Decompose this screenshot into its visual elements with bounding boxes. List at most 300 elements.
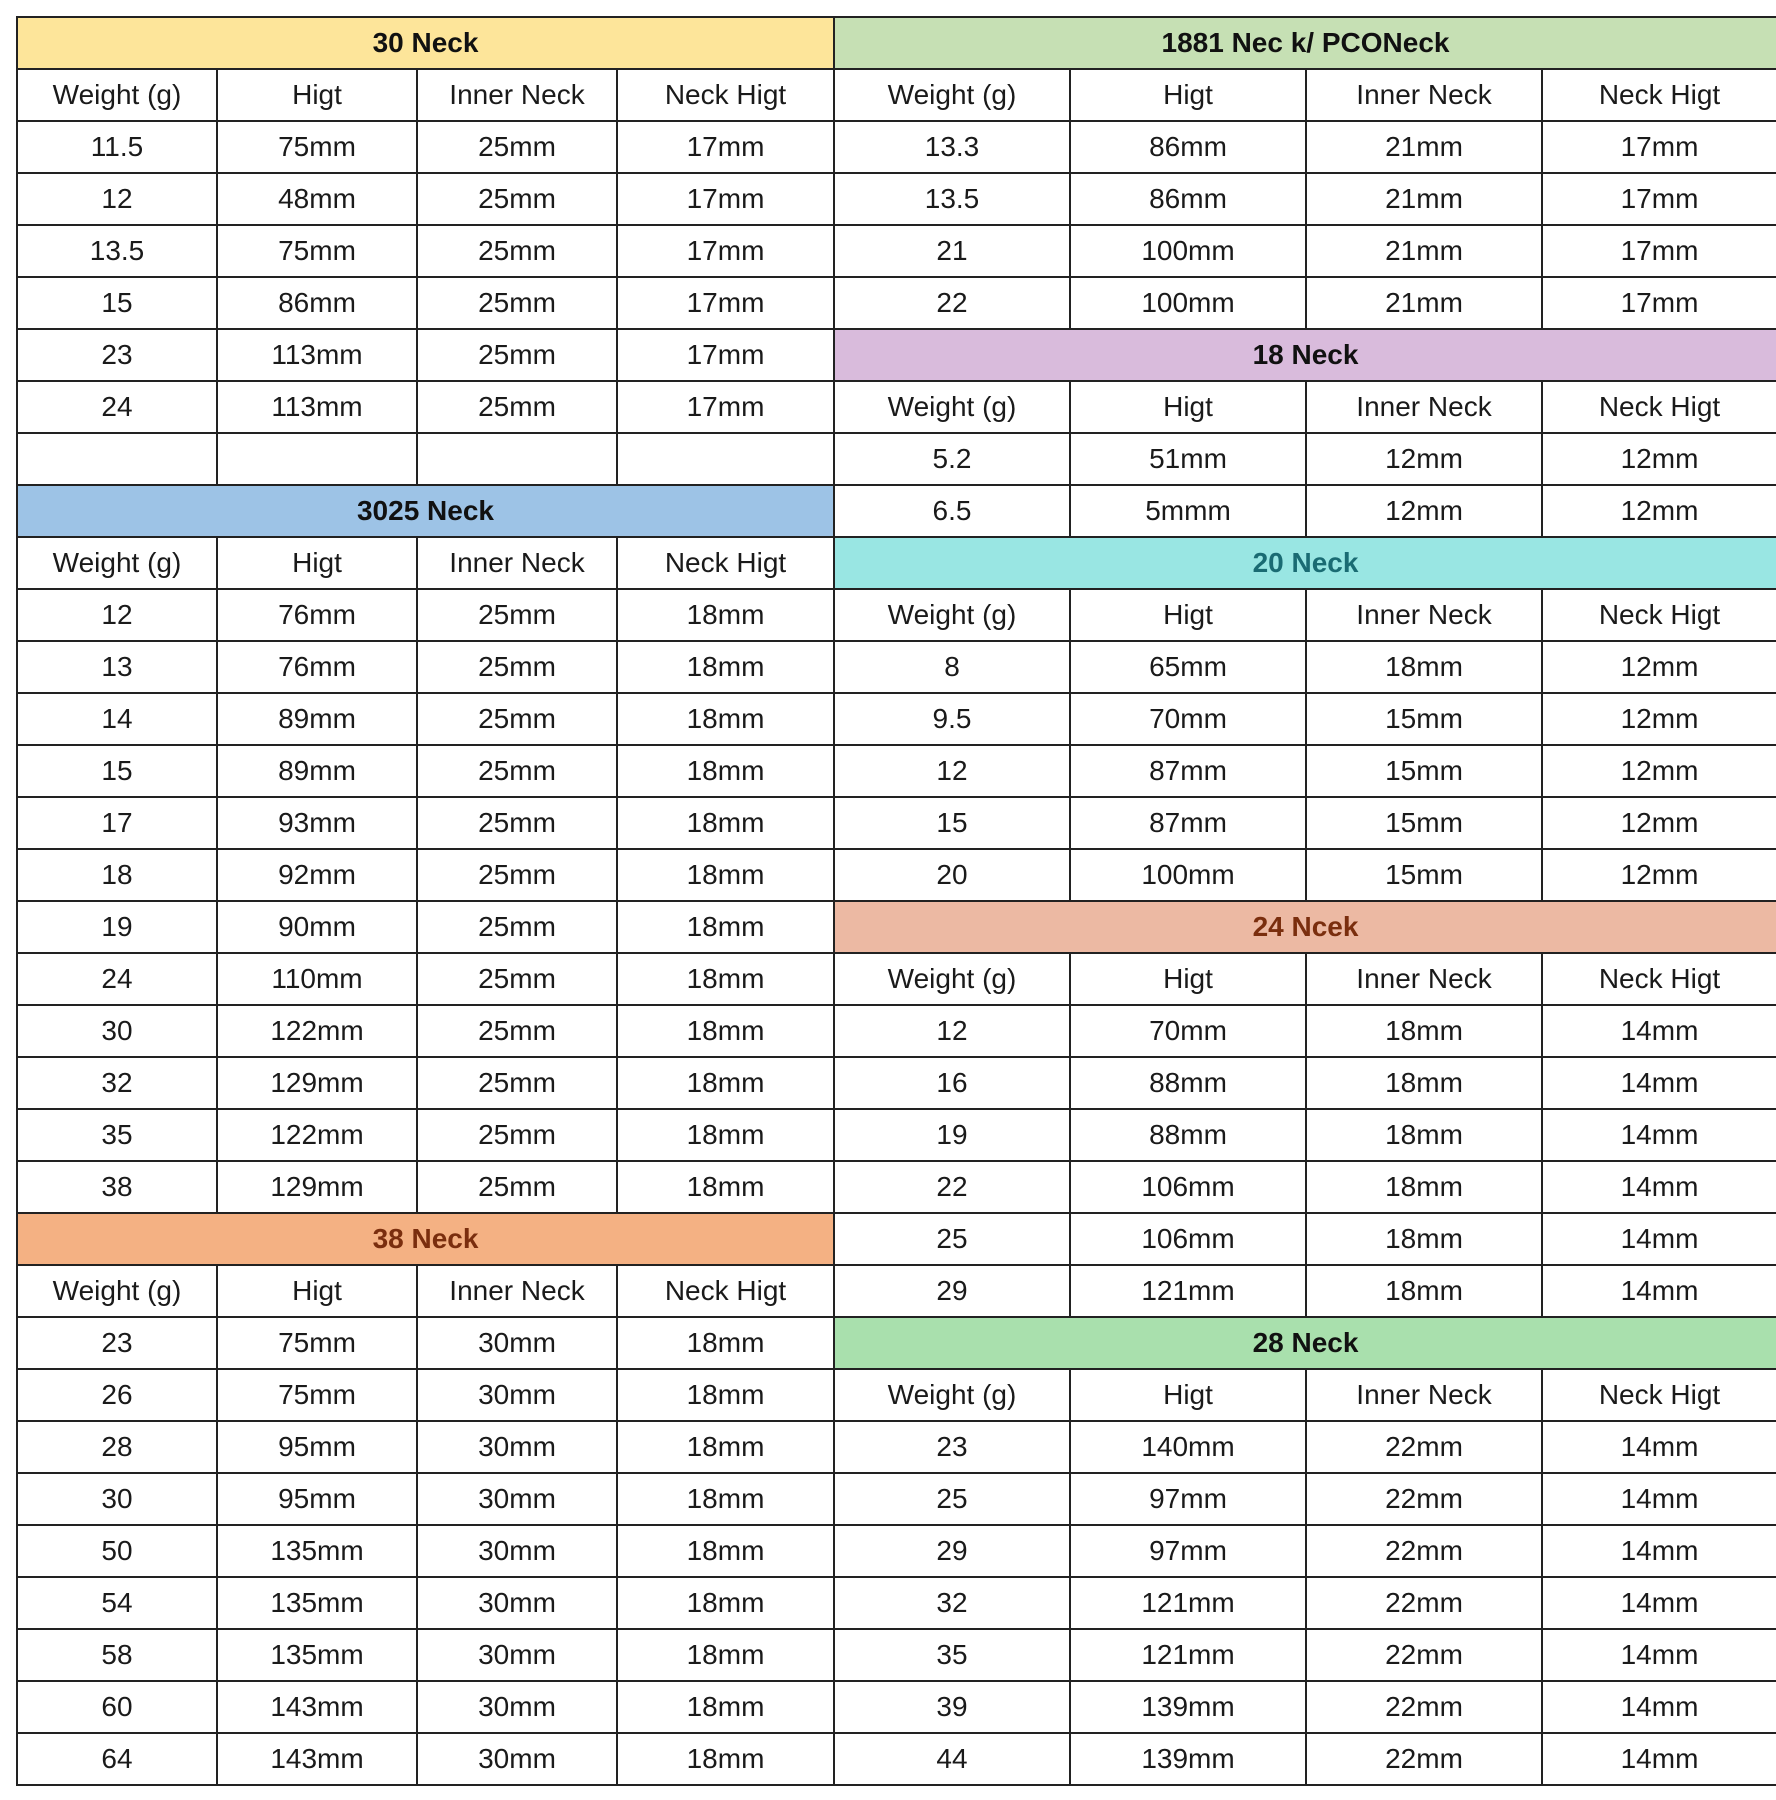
table-cell: 25mm <box>416 1004 616 1056</box>
table-row <box>833 1004 1776 1056</box>
table-cell: 30mm <box>416 1576 616 1628</box>
table-cell: 25mm <box>416 900 616 952</box>
section-title-28-neck: 28 Neck <box>833 1316 1776 1368</box>
column-header: Inner Neck <box>1305 588 1541 640</box>
table-cell: 22mm <box>1305 1576 1541 1628</box>
table-row <box>833 692 1776 744</box>
table-cell: 100mm <box>1069 276 1305 328</box>
table-cell: 44 <box>833 1732 1069 1784</box>
table-row <box>16 744 833 796</box>
table-cell: 129mm <box>216 1056 416 1108</box>
column-header: Neck Higt <box>1541 952 1776 1004</box>
table-cell: 12 <box>16 172 216 224</box>
table-cell: 106mm <box>1069 1160 1305 1212</box>
table-cell: 15mm <box>1305 796 1541 848</box>
table-cell: 100mm <box>1069 224 1305 276</box>
table-cell: 88mm <box>1069 1056 1305 1108</box>
table-cell: 17mm <box>616 328 833 380</box>
table-cell: 18mm <box>616 588 833 640</box>
column-header: Weight (g) <box>833 588 1069 640</box>
left-panel <box>16 16 833 1786</box>
table-cell <box>416 432 616 484</box>
table-cell: 22mm <box>1305 1524 1541 1576</box>
table-cell: 121mm <box>1069 1264 1305 1316</box>
header-row-28-neck <box>833 1368 1776 1420</box>
table-cell: 18mm <box>616 796 833 848</box>
table-cell: 12mm <box>1541 744 1776 796</box>
column-header: Neck Higt <box>616 1264 833 1316</box>
table-row <box>16 1680 833 1732</box>
table-cell: 12mm <box>1541 848 1776 900</box>
table-cell: 17mm <box>1541 224 1776 276</box>
table-cell: 60 <box>16 1680 216 1732</box>
table-cell: 14mm <box>1541 1576 1776 1628</box>
table-cell: 95mm <box>216 1472 416 1524</box>
table-cell: 18mm <box>616 1368 833 1420</box>
table-cell: 15mm <box>1305 744 1541 796</box>
table-cell: 17mm <box>1541 276 1776 328</box>
table-cell: 22mm <box>1305 1732 1541 1784</box>
table-cell: 14mm <box>1541 1732 1776 1784</box>
table-cell: 14mm <box>1541 1472 1776 1524</box>
table-cell: 140mm <box>1069 1420 1305 1472</box>
table-cell: 110mm <box>216 952 416 1004</box>
column-header: Higt <box>1069 588 1305 640</box>
table-cell: 25mm <box>416 796 616 848</box>
table-row <box>833 1160 1776 1212</box>
table-row <box>833 1680 1776 1732</box>
table-cell: 21mm <box>1305 276 1541 328</box>
table-cell: 23 <box>16 1316 216 1368</box>
table-cell: 17mm <box>616 172 833 224</box>
table-row <box>833 1056 1776 1108</box>
table-cell: 6.5 <box>833 484 1069 536</box>
table-cell: 18mm <box>616 1420 833 1472</box>
table-cell: 113mm <box>216 328 416 380</box>
table-cell: 16 <box>833 1056 1069 1108</box>
table-cell: 12mm <box>1305 432 1541 484</box>
table-row <box>16 1732 833 1784</box>
table-row <box>833 1576 1776 1628</box>
section-title-18-neck: 18 Neck <box>833 328 1776 380</box>
table-cell: 17mm <box>1541 120 1776 172</box>
section-title-3025-neck: 3025 Neck <box>16 484 833 536</box>
section-title-20-neck: 20 Neck <box>833 536 1776 588</box>
section-title-30-neck: 30 Neck <box>16 16 833 68</box>
table-row <box>16 1472 833 1524</box>
column-header: Higt <box>216 1264 416 1316</box>
header-row-18-neck <box>833 380 1776 432</box>
table-cell: 22mm <box>1305 1628 1541 1680</box>
header-row-20-neck <box>833 588 1776 640</box>
table-cell: 18mm <box>1305 1264 1541 1316</box>
table-cell: 12 <box>833 744 1069 796</box>
table-row <box>833 484 1776 536</box>
table-cell: 14mm <box>1541 1212 1776 1264</box>
column-header: Weight (g) <box>833 68 1069 120</box>
table-row <box>16 224 833 276</box>
table-cell: 13.5 <box>833 172 1069 224</box>
table-cell: 25mm <box>416 224 616 276</box>
table-cell: 18mm <box>616 1004 833 1056</box>
table-cell: 15 <box>833 796 1069 848</box>
table-cell: 86mm <box>216 276 416 328</box>
table-row <box>16 1316 833 1368</box>
section-title-38-neck: 38 Neck <box>16 1212 833 1264</box>
table-row <box>833 1420 1776 1472</box>
table-row <box>833 1472 1776 1524</box>
column-header: Higt <box>1069 380 1305 432</box>
table-cell: 12 <box>833 1004 1069 1056</box>
table-row <box>833 1524 1776 1576</box>
table-cell: 122mm <box>216 1004 416 1056</box>
table-cell: 87mm <box>1069 744 1305 796</box>
column-header: Higt <box>216 536 416 588</box>
table-cell: 75mm <box>216 1316 416 1368</box>
table-cell: 32 <box>16 1056 216 1108</box>
table-cell: 14mm <box>1541 1056 1776 1108</box>
table-cell: 17mm <box>616 120 833 172</box>
header-row-38-neck <box>16 1264 833 1316</box>
table-cell: 18mm <box>616 744 833 796</box>
table-cell: 18mm <box>1305 1160 1541 1212</box>
column-header: Inner Neck <box>1305 952 1541 1004</box>
table-cell: 58 <box>16 1628 216 1680</box>
table-row <box>16 848 833 900</box>
table-row <box>16 120 833 172</box>
table-cell: 25mm <box>416 380 616 432</box>
table-cell: 14mm <box>1541 1628 1776 1680</box>
table-cell: 9.5 <box>833 692 1069 744</box>
table-cell <box>16 432 216 484</box>
table-row <box>16 276 833 328</box>
column-header: Weight (g) <box>16 536 216 588</box>
table-row <box>16 1056 833 1108</box>
table-row <box>833 640 1776 692</box>
table-cell: 89mm <box>216 744 416 796</box>
table-cell: 15mm <box>1305 692 1541 744</box>
table-cell: 70mm <box>1069 692 1305 744</box>
table-cell: 135mm <box>216 1576 416 1628</box>
column-header: Neck Higt <box>1541 1368 1776 1420</box>
table-cell: 11.5 <box>16 120 216 172</box>
table-cell: 18mm <box>616 1524 833 1576</box>
table-cell <box>216 432 416 484</box>
table-cell: 14mm <box>1541 1004 1776 1056</box>
table-row <box>833 432 1776 484</box>
table-row <box>16 1368 833 1420</box>
table-cell: 22 <box>833 276 1069 328</box>
table-cell: 14mm <box>1541 1160 1776 1212</box>
table-cell: 97mm <box>1069 1472 1305 1524</box>
right-panel <box>833 16 1776 1786</box>
table-cell: 13.5 <box>16 224 216 276</box>
table-cell: 86mm <box>1069 172 1305 224</box>
table-cell: 25mm <box>416 848 616 900</box>
table-cell: 24 <box>16 952 216 1004</box>
table-cell: 12mm <box>1541 484 1776 536</box>
table-cell: 17mm <box>1541 172 1776 224</box>
table-cell: 35 <box>16 1108 216 1160</box>
table-cell: 18mm <box>1305 1056 1541 1108</box>
table-row <box>16 1160 833 1212</box>
table-cell: 18mm <box>616 1316 833 1368</box>
table-row <box>16 1420 833 1472</box>
table-cell: 12mm <box>1541 796 1776 848</box>
table-cell: 86mm <box>1069 120 1305 172</box>
column-header: Inner Neck <box>1305 1368 1541 1420</box>
table-cell: 75mm <box>216 224 416 276</box>
table-cell: 17mm <box>616 380 833 432</box>
table-cell: 14mm <box>1541 1420 1776 1472</box>
table-row <box>833 796 1776 848</box>
header-row-1881-nec-k-pconeck <box>833 68 1776 120</box>
table-cell: 51mm <box>1069 432 1305 484</box>
table-cell: 19 <box>16 900 216 952</box>
table-cell: 17 <box>16 796 216 848</box>
table-bottom-border <box>833 1784 1776 1786</box>
table-row <box>16 1004 833 1056</box>
column-header: Inner Neck <box>1305 68 1541 120</box>
table-cell: 25mm <box>416 276 616 328</box>
table-row <box>16 952 833 1004</box>
table-cell: 121mm <box>1069 1628 1305 1680</box>
table-cell: 88mm <box>1069 1108 1305 1160</box>
table-cell: 18mm <box>616 952 833 1004</box>
table-cell: 18mm <box>616 1576 833 1628</box>
column-header: Higt <box>216 68 416 120</box>
table-cell: 30mm <box>416 1420 616 1472</box>
table-cell: 25 <box>833 1472 1069 1524</box>
table-row <box>833 224 1776 276</box>
table-cell: 95mm <box>216 1420 416 1472</box>
table-cell: 121mm <box>1069 1576 1305 1628</box>
column-header: Weight (g) <box>16 68 216 120</box>
table-cell: 12mm <box>1541 692 1776 744</box>
table-cell: 100mm <box>1069 848 1305 900</box>
header-row-3025-neck <box>16 536 833 588</box>
table-cell: 22mm <box>1305 1420 1541 1472</box>
table-row <box>16 1628 833 1680</box>
table-row <box>16 588 833 640</box>
table-cell: 29 <box>833 1524 1069 1576</box>
table-cell: 18mm <box>616 640 833 692</box>
table-row <box>16 380 833 432</box>
table-row <box>16 1576 833 1628</box>
table-cell: 87mm <box>1069 796 1305 848</box>
column-header: Inner Neck <box>416 68 616 120</box>
table-cell: 30mm <box>416 1472 616 1524</box>
table-row <box>16 900 833 952</box>
table-cell: 39 <box>833 1680 1069 1732</box>
table-cell: 30 <box>16 1004 216 1056</box>
table-row <box>16 1108 833 1160</box>
table-cell: 20 <box>833 848 1069 900</box>
table-cell: 22mm <box>1305 1472 1541 1524</box>
table-cell: 8 <box>833 640 1069 692</box>
table-cell: 5.2 <box>833 432 1069 484</box>
table-cell: 13 <box>16 640 216 692</box>
table-cell: 30mm <box>416 1628 616 1680</box>
table-cell: 18mm <box>616 1628 833 1680</box>
table-bottom-border <box>16 1784 833 1786</box>
table-cell: 18mm <box>616 900 833 952</box>
table-cell: 12mm <box>1541 432 1776 484</box>
table-row <box>16 432 833 484</box>
table-cell: 5mmm <box>1069 484 1305 536</box>
table-cell: 18mm <box>1305 1004 1541 1056</box>
table-cell: 25mm <box>416 640 616 692</box>
header-row-30-neck <box>16 68 833 120</box>
table-cell: 18mm <box>616 1056 833 1108</box>
column-header: Neck Higt <box>1541 68 1776 120</box>
table-cell: 15mm <box>1305 848 1541 900</box>
table-cell: 25mm <box>416 952 616 1004</box>
table-cell: 50 <box>16 1524 216 1576</box>
column-header: Weight (g) <box>16 1264 216 1316</box>
table-row <box>833 276 1776 328</box>
table-cell: 38 <box>16 1160 216 1212</box>
table-cell: 30mm <box>416 1732 616 1784</box>
table-cell: 18mm <box>1305 1212 1541 1264</box>
table-cell: 18mm <box>616 1472 833 1524</box>
table-cell: 139mm <box>1069 1680 1305 1732</box>
table-row <box>833 1264 1776 1316</box>
table-row <box>833 120 1776 172</box>
table-cell: 18mm <box>616 1732 833 1784</box>
table-cell: 28 <box>16 1420 216 1472</box>
table-row <box>833 1732 1776 1784</box>
table-row <box>833 1628 1776 1680</box>
table-cell <box>616 432 833 484</box>
table-row <box>833 848 1776 900</box>
table-cell: 18mm <box>616 1160 833 1212</box>
table-cell: 25mm <box>416 328 616 380</box>
column-header: Neck Higt <box>1541 588 1776 640</box>
table-cell: 15 <box>16 276 216 328</box>
table-cell: 75mm <box>216 120 416 172</box>
table-cell: 18mm <box>616 848 833 900</box>
table-cell: 14mm <box>1541 1524 1776 1576</box>
table-cell: 76mm <box>216 588 416 640</box>
table-cell: 30 <box>16 1472 216 1524</box>
spec-sheet <box>16 16 1761 1784</box>
table-row <box>16 640 833 692</box>
table-row <box>833 1108 1776 1160</box>
table-cell: 64 <box>16 1732 216 1784</box>
table-row <box>16 172 833 224</box>
section-title-24-ncek: 24 Ncek <box>833 900 1776 952</box>
table-cell: 24 <box>16 380 216 432</box>
table-cell: 21mm <box>1305 120 1541 172</box>
table-cell: 25mm <box>416 744 616 796</box>
table-cell: 143mm <box>216 1680 416 1732</box>
table-cell: 18mm <box>616 692 833 744</box>
table-cell: 15 <box>16 744 216 796</box>
table-cell: 18mm <box>1305 640 1541 692</box>
table-row <box>833 744 1776 796</box>
table-cell: 92mm <box>216 848 416 900</box>
table-cell: 17mm <box>616 276 833 328</box>
table-cell: 90mm <box>216 900 416 952</box>
table-cell: 12mm <box>1541 640 1776 692</box>
table-cell: 30mm <box>416 1316 616 1368</box>
table-cell: 113mm <box>216 380 416 432</box>
column-header: Neck Higt <box>616 68 833 120</box>
table-cell: 89mm <box>216 692 416 744</box>
table-cell: 13.3 <box>833 120 1069 172</box>
table-cell: 26 <box>16 1368 216 1420</box>
table-cell: 129mm <box>216 1160 416 1212</box>
table-cell: 21 <box>833 224 1069 276</box>
table-cell: 30mm <box>416 1680 616 1732</box>
table-cell: 25 <box>833 1212 1069 1264</box>
table-cell: 76mm <box>216 640 416 692</box>
table-cell: 18mm <box>616 1680 833 1732</box>
column-header: Neck Higt <box>1541 380 1776 432</box>
table-row <box>16 1524 833 1576</box>
table-row <box>16 328 833 380</box>
column-header: Weight (g) <box>833 380 1069 432</box>
table-row <box>16 692 833 744</box>
table-cell: 23 <box>16 328 216 380</box>
header-row-24-ncek <box>833 952 1776 1004</box>
table-cell: 65mm <box>1069 640 1305 692</box>
table-cell: 14mm <box>1541 1264 1776 1316</box>
column-header: Inner Neck <box>416 1264 616 1316</box>
table-row <box>833 1212 1776 1264</box>
table-cell: 135mm <box>216 1524 416 1576</box>
column-header: Weight (g) <box>833 952 1069 1004</box>
column-header: Inner Neck <box>416 536 616 588</box>
column-header: Higt <box>1069 1368 1305 1420</box>
table-cell: 25mm <box>416 1160 616 1212</box>
table-cell: 12mm <box>1305 484 1541 536</box>
table-cell: 54 <box>16 1576 216 1628</box>
table-cell: 14mm <box>1541 1108 1776 1160</box>
table-cell: 18 <box>16 848 216 900</box>
column-header: Higt <box>1069 68 1305 120</box>
table-cell: 48mm <box>216 172 416 224</box>
table-cell: 75mm <box>216 1368 416 1420</box>
table-row <box>16 796 833 848</box>
table-cell: 93mm <box>216 796 416 848</box>
section-title-1881-nec-k-pconeck: 1881 Nec k/ PCONeck <box>833 16 1776 68</box>
table-cell: 30mm <box>416 1524 616 1576</box>
table-cell: 21mm <box>1305 172 1541 224</box>
table-cell: 35 <box>833 1628 1069 1680</box>
table-cell: 122mm <box>216 1108 416 1160</box>
table-cell: 30mm <box>416 1368 616 1420</box>
table-cell: 25mm <box>416 1056 616 1108</box>
table-cell: 14 <box>16 692 216 744</box>
table-cell: 23 <box>833 1420 1069 1472</box>
table-cell: 139mm <box>1069 1732 1305 1784</box>
table-cell: 25mm <box>416 1108 616 1160</box>
table-cell: 22 <box>833 1160 1069 1212</box>
table-row <box>833 172 1776 224</box>
table-cell: 70mm <box>1069 1004 1305 1056</box>
column-header: Neck Higt <box>616 536 833 588</box>
table-cell: 135mm <box>216 1628 416 1680</box>
table-cell: 18mm <box>616 1108 833 1160</box>
table-cell: 143mm <box>216 1732 416 1784</box>
table-cell: 25mm <box>416 692 616 744</box>
table-cell: 97mm <box>1069 1524 1305 1576</box>
table-cell: 106mm <box>1069 1212 1305 1264</box>
table-cell: 19 <box>833 1108 1069 1160</box>
table-cell: 29 <box>833 1264 1069 1316</box>
